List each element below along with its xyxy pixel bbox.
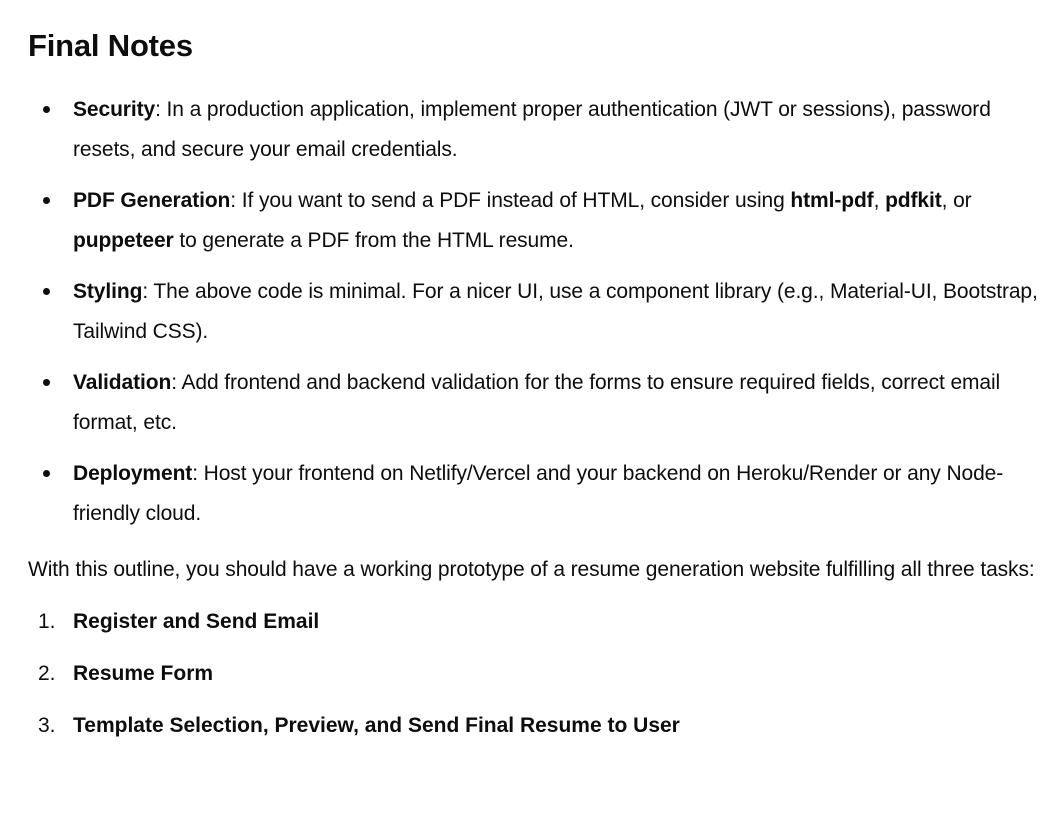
bullet-dot-icon	[43, 106, 50, 113]
bullet-dot-icon	[43, 379, 50, 386]
task-item	[28, 602, 1042, 642]
note-label: Security	[73, 98, 156, 121]
note-text: ,	[873, 189, 886, 212]
library-name-pdfkit: pdfkit	[885, 189, 942, 212]
task-item	[28, 706, 1042, 746]
note-label: PDF Generation	[73, 189, 231, 212]
note-text: : If you want to send a PDF instead of HTML, consider using	[230, 189, 791, 212]
note-text: : Add frontend and backend validation for the forms to ensure required fields, correct email format, etc.	[73, 371, 1001, 434]
section-heading: Final Notes	[28, 28, 193, 63]
task-text: Resume Form	[73, 662, 214, 685]
bullet-dot-icon	[43, 197, 50, 204]
note-label: Validation	[73, 371, 172, 394]
notes-list	[28, 90, 1042, 534]
note-item-validation	[28, 363, 1042, 443]
note-item-deployment	[28, 454, 1042, 534]
note-text: to generate a PDF from the HTML resume.	[173, 229, 574, 252]
note-label: Deployment	[73, 462, 193, 485]
outro-paragraph: With this outline, you should have a working prototype of a resume generation website fulfilling all three tasks:	[28, 558, 1035, 581]
library-name-html-pdf: html-pdf	[790, 189, 874, 212]
note-text: : The above code is minimal. For a nicer UI, use a component library (e.g., Material-UI, Bootstrap, Tailwind CSS).	[73, 280, 1038, 343]
task-text: Register and Send Email	[73, 610, 320, 633]
task-text: Template Selection, Preview, and Send Final Resume to User	[73, 714, 680, 737]
note-text: : In a production application, implement proper authentication (JWT or sessions), password resets, and secure your email credentials.	[73, 98, 991, 161]
note-text: , or	[941, 189, 972, 212]
note-item-security	[28, 90, 1042, 170]
tasks-list	[28, 602, 1042, 746]
task-number: 2.	[38, 662, 56, 685]
library-name-puppeteer: puppeteer	[73, 229, 174, 252]
task-number: 3.	[38, 714, 56, 737]
note-label: Styling	[73, 280, 143, 303]
bullet-dot-icon	[43, 288, 50, 295]
bullet-dot-icon	[43, 470, 50, 477]
note-item-pdf-generation	[28, 181, 1042, 261]
task-item	[28, 654, 1042, 694]
task-number: 1.	[38, 610, 56, 633]
note-item-styling	[28, 272, 1042, 352]
note-text: : Host your frontend on Netlify/Vercel and your backend on Heroku/Render or any Node-friendly cloud.	[73, 462, 1004, 525]
